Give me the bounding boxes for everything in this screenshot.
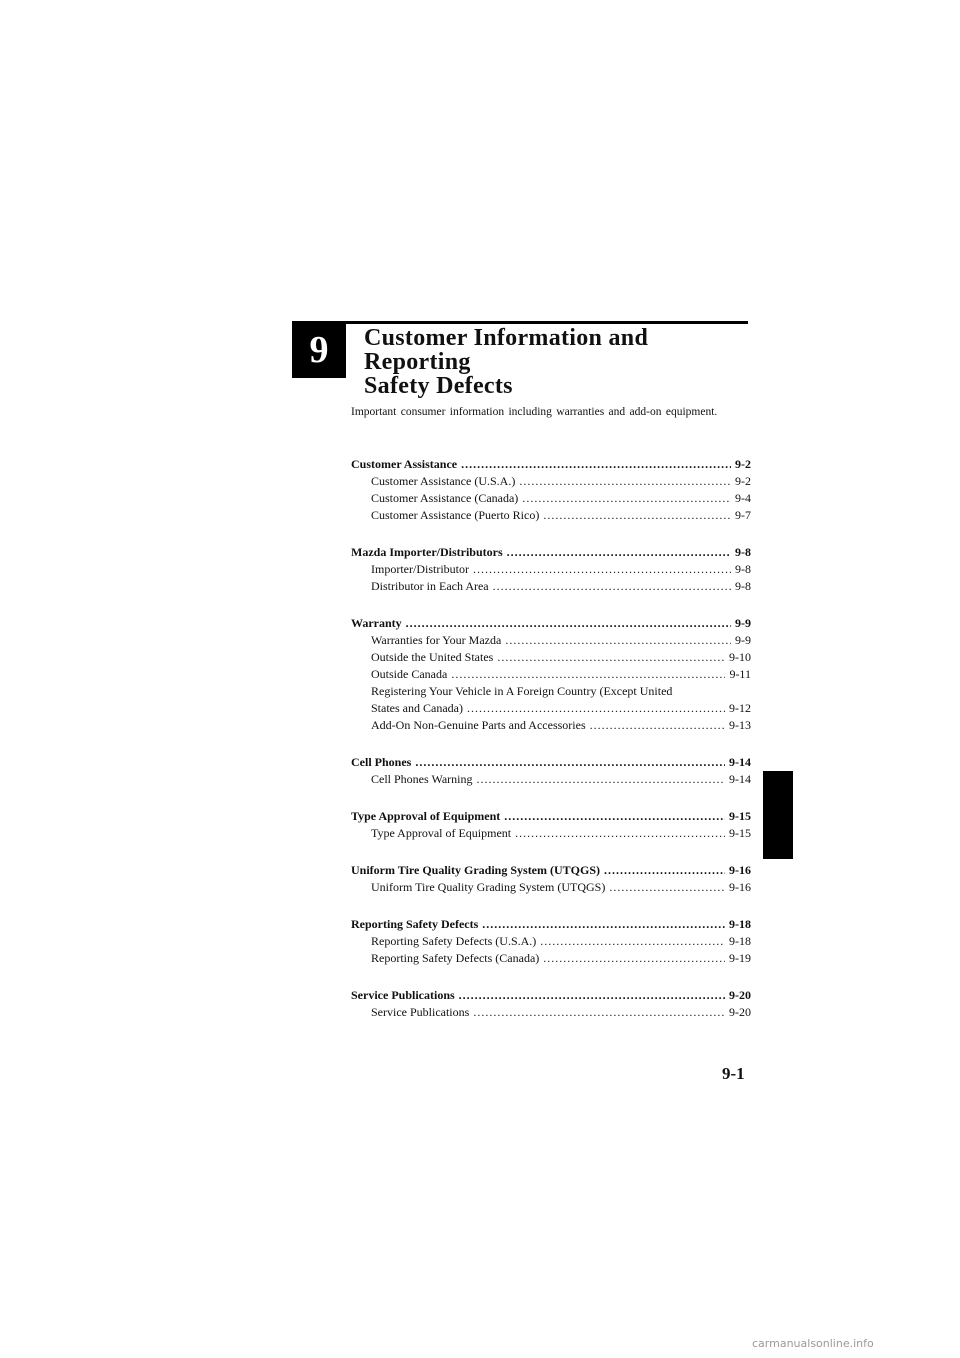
toc-section-utqgs (351, 862, 751, 896)
toc-heading-link[interactable]: Warranty ..... 9-9 (351, 615, 751, 632)
toc-item-link[interactable]: Customer Assistance (Puerto Rico) ..... 9-7 (351, 507, 751, 524)
toc-heading-link[interactable]: Uniform Tire Quality Grading System (UTQGS) ..... 9-16 (351, 862, 751, 879)
chapter-title-line2: Safety Defects (364, 373, 513, 399)
toc-item-link[interactable]: Cell Phones Warning ..... 9-14 (351, 771, 751, 788)
toc-section-importer (351, 544, 751, 595)
toc-item-link[interactable]: Type Approval of Equipment ..... 9-15 (351, 825, 751, 842)
toc-section-reporting (351, 916, 751, 967)
toc-item-link[interactable]: Customer Assistance (Canada) ..... 9-4 (351, 490, 751, 507)
toc-item-link[interactable]: Registering Your Vehicle in A Foreign Country (Except United States and Canada) ..... 9-12 (351, 683, 751, 717)
toc-heading-link[interactable]: Mazda Importer/Distributors ..... 9-8 (351, 544, 751, 561)
toc-heading-link[interactable]: Customer Assistance ..... 9-2 (351, 456, 751, 473)
toc-section-customer-assistance (351, 456, 751, 524)
toc-item-link[interactable]: Add-On Non-Genuine Parts and Accessories ..... 9-13 (351, 717, 751, 734)
toc-section-cell-phones (351, 754, 751, 788)
table-of-contents (351, 456, 751, 1041)
toc-item-link[interactable]: Outside Canada ..... 9-11 (351, 666, 751, 683)
toc-heading-link[interactable]: Cell Phones ..... 9-14 (351, 754, 751, 771)
toc-item-link[interactable]: Reporting Safety Defects (Canada) ..... 9-19 (351, 950, 751, 967)
toc-section-type-approval (351, 808, 751, 842)
chapter-title-line1: Customer Information and Reporting (364, 325, 649, 375)
toc-item-link[interactable]: Outside the United States ..... 9-10 (351, 649, 751, 666)
chapter-thumb-tab (763, 771, 793, 859)
chapter-number-box (292, 321, 346, 378)
toc-item-link[interactable]: Uniform Tire Quality Grading System (UTQGS) ..... 9-16 (351, 879, 751, 896)
toc-heading-link[interactable]: Type Approval of Equipment ..... 9-15 (351, 808, 751, 825)
toc-item-link[interactable]: Importer/Distributor ..... 9-8 (351, 561, 751, 578)
toc-item-link[interactable]: Warranties for Your Mazda ..... 9-9 (351, 632, 751, 649)
chapter-intro: Important consumer information including warranties and add-on equipment. (351, 406, 718, 418)
toc-item-link[interactable]: Reporting Safety Defects (U.S.A.) ..... 9-18 (351, 933, 751, 950)
toc-item-link[interactable]: Distributor in Each Area ..... 9-8 (351, 578, 751, 595)
toc-heading-link[interactable]: Reporting Safety Defects ..... 9-18 (351, 916, 751, 933)
toc-section-service (351, 987, 751, 1021)
page-number: 9-1 (722, 1064, 745, 1083)
toc-section-warranty (351, 615, 751, 734)
chapter-title (364, 326, 754, 398)
title-rule (346, 321, 748, 324)
toc-item-link[interactable]: Customer Assistance (U.S.A.) ..... 9-2 (351, 473, 751, 490)
toc-heading-link[interactable]: Service Publications ..... 9-20 (351, 987, 751, 1004)
watermark: carmanualsonline.info (752, 1337, 874, 1350)
toc-item-link[interactable]: Service Publications ..... 9-20 (351, 1004, 751, 1021)
chapter-number: 9 (309, 328, 329, 371)
